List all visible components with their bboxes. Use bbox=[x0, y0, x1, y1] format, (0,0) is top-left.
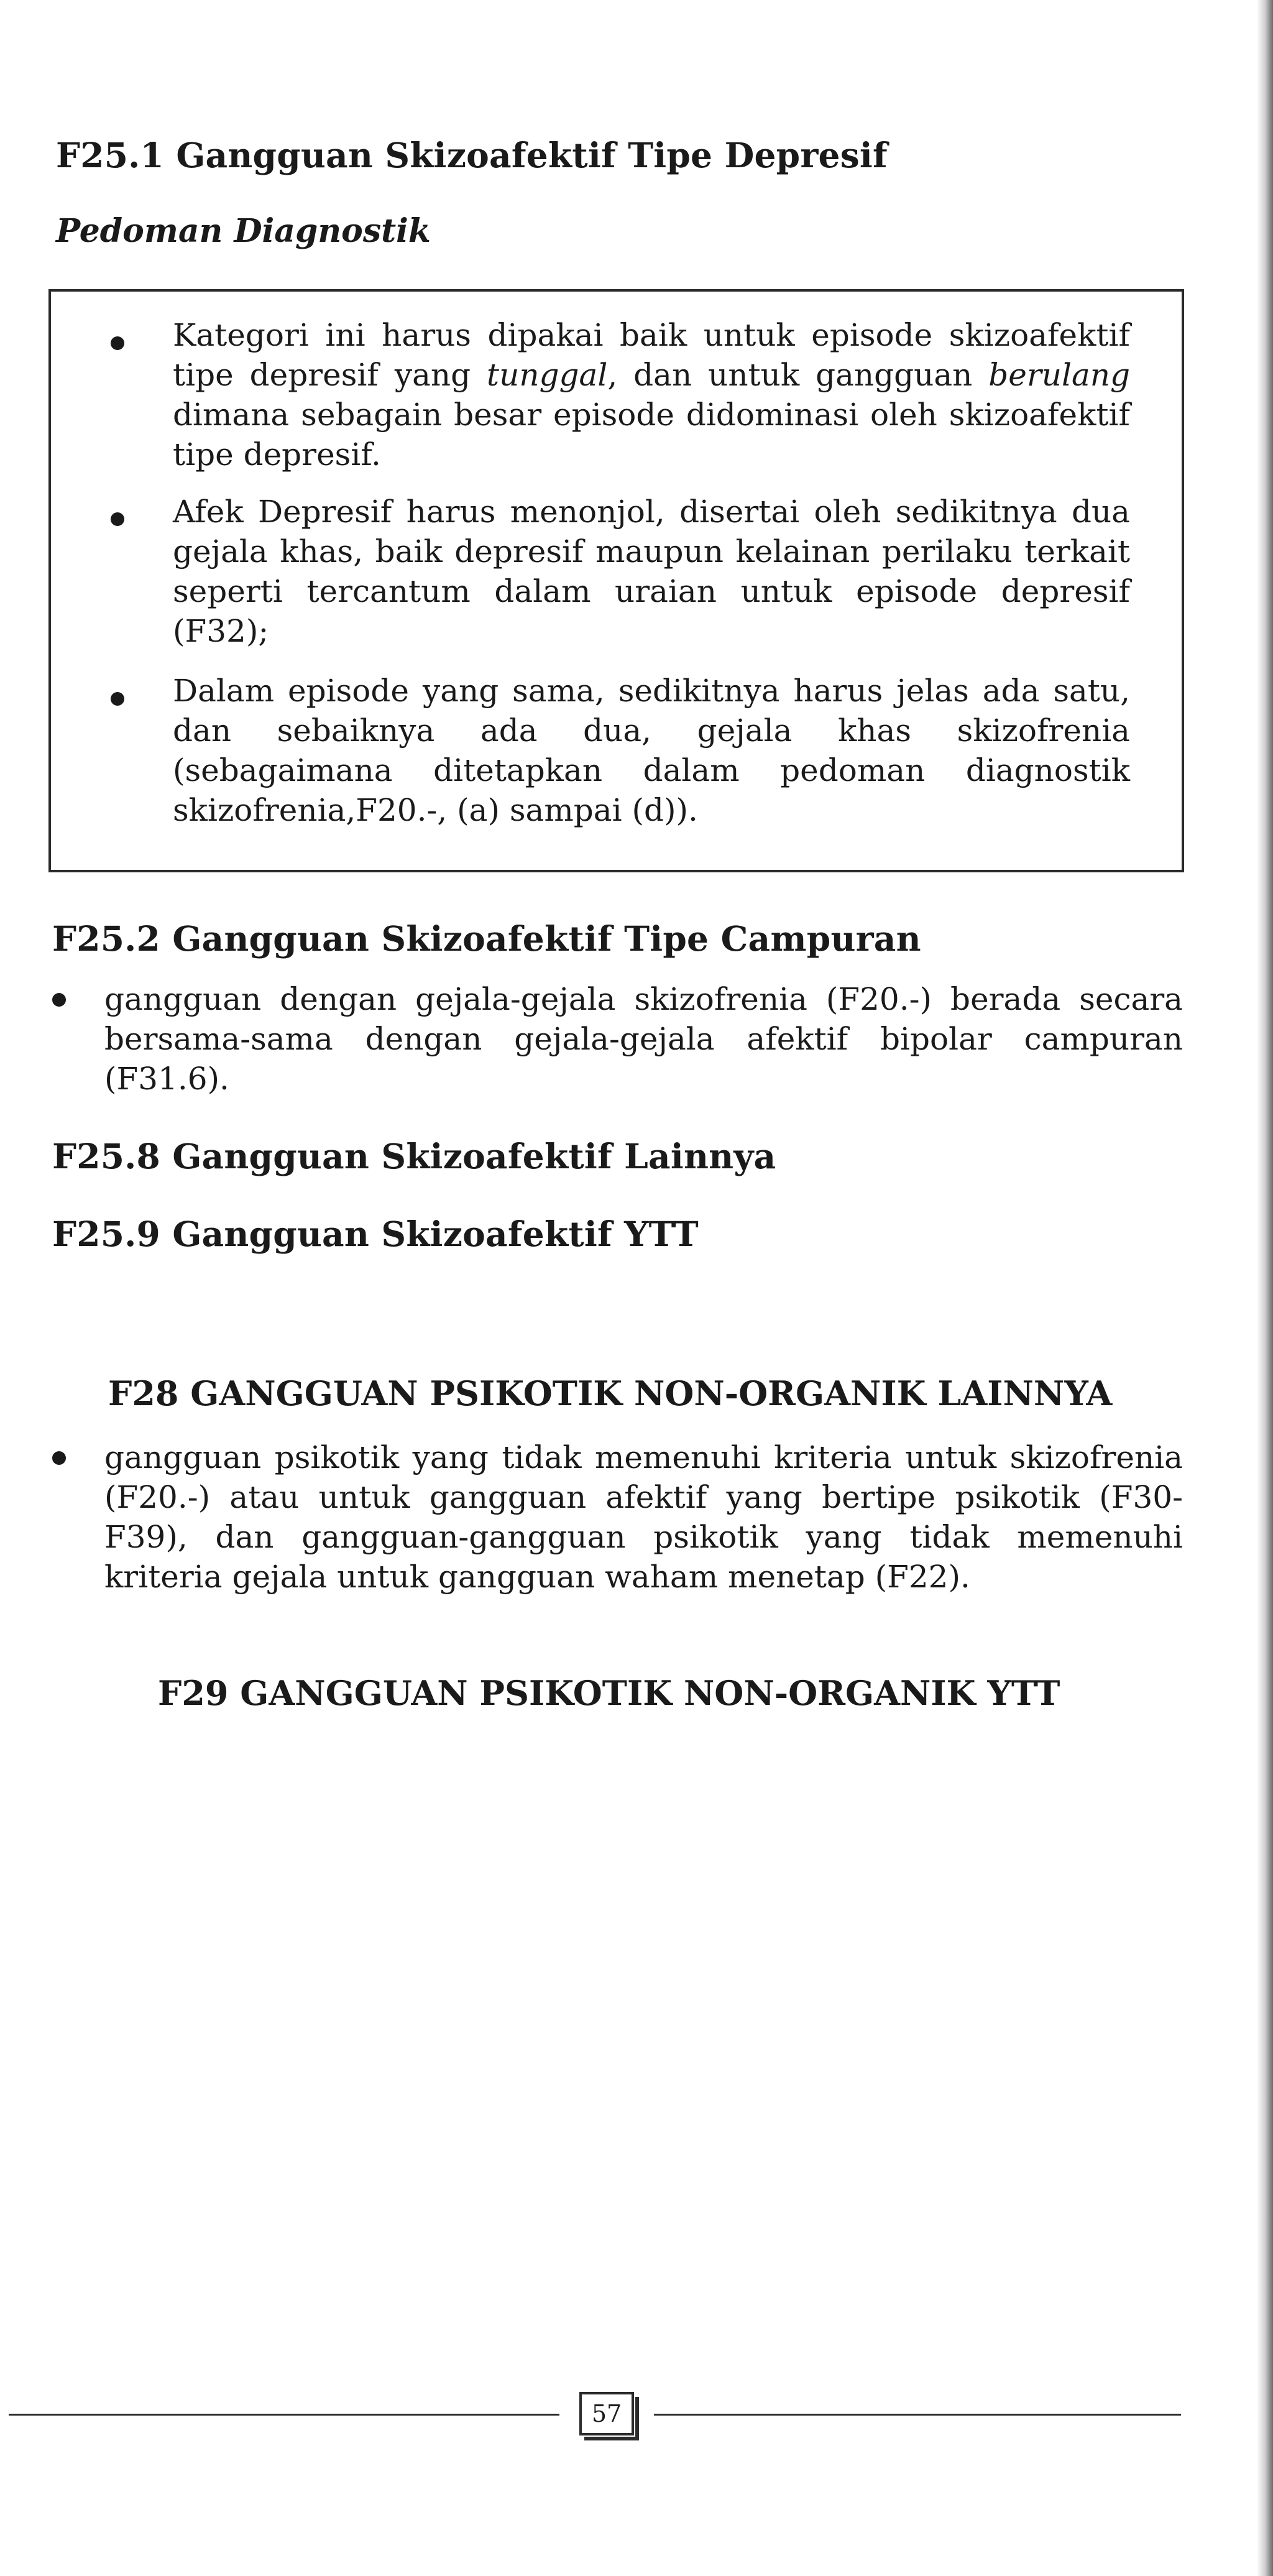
page-number: 57 bbox=[579, 2392, 634, 2435]
section-heading-f25-8: F25.8 Gangguan Skizoafektif Lainnya bbox=[52, 1136, 776, 1176]
bullet-icon bbox=[111, 336, 124, 350]
guideline-item-2: Afek Depresif harus menonjol, disertai oleh sedikitnya dua gejala khas, baik depresif maupun kelainan perilaku terkait seperti tercantum dalam uraian untuk episode depresif (F32); bbox=[173, 494, 1130, 649]
bullet-icon bbox=[111, 512, 124, 526]
emphasis-berulang: berulang bbox=[988, 357, 1130, 393]
f25-2-description: gangguan dengan gejala-gejala skizofrenia (F20.-) berada secara bersama-sama dengan gejala-gejala afektif bipolar campuran (F31.6). bbox=[104, 981, 1183, 1097]
text-segment: Kategori ini harus dipakai baik untuk episode skizoafektif tipe depresif yang bbox=[173, 317, 1130, 393]
page-edge-shadow bbox=[1257, 0, 1273, 2576]
bullet-icon bbox=[111, 692, 124, 706]
section-heading-f28: F28 GANGGUAN PSIKOTIK NON-ORGANIK LAINNYA bbox=[108, 1373, 1113, 1413]
section-heading-f25-9: F25.9 Gangguan Skizoafektif YTT bbox=[52, 1214, 699, 1254]
section-heading-f25-2: F25.2 Gangguan Skizoafektif Tipe Campuran bbox=[52, 918, 921, 959]
guideline-item-1 bbox=[173, 315, 1130, 474]
text-segment: , dan untuk gangguan bbox=[607, 357, 989, 393]
bullet-icon bbox=[52, 993, 66, 1007]
f28-description: gangguan psikotik yang tidak memenuhi kriteria untuk skizofrenia (F20.-) atau untuk gangguan afektif yang bertipe psikotik (F30-F39), dan gangguan-gangguan psikotik yang tidak memenuhi kriteria gejala untuk gangguan waham menetap (F22). bbox=[104, 1439, 1183, 1595]
footer-rule-left bbox=[9, 2414, 559, 2416]
diagnostic-guideline-box bbox=[48, 289, 1184, 872]
footer-rule-right bbox=[654, 2414, 1181, 2416]
subheading-pedoman-diagnostik: Pedoman Diagnostik bbox=[56, 212, 431, 250]
guideline-item-3: Dalam episode yang sama, sedikitnya harus jelas ada satu, dan sebaiknya ada dua, gejala khas skizofrenia (sebagaimana ditetapkan dalam pedoman diagnostik skizofrenia,F20.-, (a) sampai (d)). bbox=[173, 673, 1130, 828]
section-heading-f25-1: F25.1 Gangguan Skizoafektif Tipe Depresif bbox=[56, 135, 888, 175]
emphasis-tunggal: tunggal bbox=[487, 357, 608, 393]
section-heading-f29: F29 GANGGUAN PSIKOTIK NON-ORGANIK YTT bbox=[158, 1673, 1060, 1713]
text-segment: dimana sebagain besar episode didominasi oleh skizoafektif tipe depresif. bbox=[173, 397, 1130, 473]
bullet-icon bbox=[52, 1451, 66, 1465]
